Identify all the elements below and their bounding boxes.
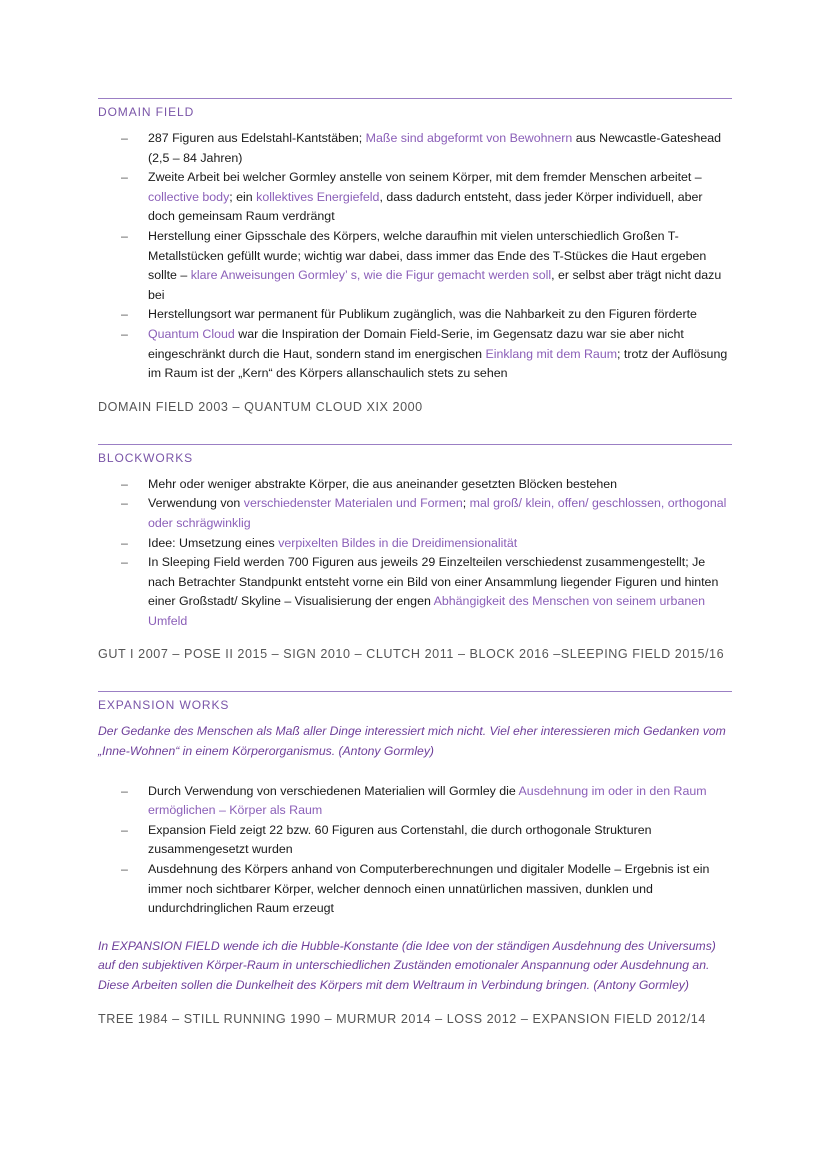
document-page (98, 98, 732, 1026)
highlighted-text: Ausdehnung im oder in den Raum ermöglichen – Körper als Raum (148, 783, 707, 818)
highlighted-text: Quantum Cloud (148, 326, 235, 341)
body-text: ; trotz der Auflösung im Raum ist der „Kern“ des Körpers allanschaulich stets zu sehen (148, 346, 728, 381)
highlighted-text: verschiedenster Materialen und Formen (243, 496, 463, 511)
bullet-list (98, 475, 732, 632)
dash-bullet-icon: – (121, 228, 128, 243)
highlighted-text: Maße sind abgeformt von Bewohnern (365, 131, 573, 145)
list-item (121, 305, 732, 325)
highlighted-text: verpixelten Bildes in die Dreidimensionalität (278, 535, 518, 550)
section-header: EXPANSION WORKS (98, 691, 732, 712)
dash-bullet-icon: – (121, 326, 128, 341)
dash-bullet-icon: – (121, 535, 128, 550)
body-text: aus Newcastle-Gateshead (2,5 – 84 Jahren) (148, 131, 722, 165)
list-item (121, 129, 732, 168)
artist-quote: Der Gedanke des Menschen als Maß aller Dinge interessiert mich nicht. Viel eher interessieren mich Gedanken vom „Inne-Wohnen“ in einem Körperorganismus. (Antony Gormley) (98, 724, 726, 759)
bullet-list (98, 129, 732, 384)
highlighted-text: mal groß/ klein, offen/ geschlossen, orthogonal oder schrägwinklig (148, 496, 727, 530)
body-text: 287 Figuren aus Edelstahl-Kantstäben; (148, 131, 366, 145)
list-item (121, 860, 732, 919)
bullet-list (98, 782, 732, 919)
dash-bullet-icon: – (121, 307, 128, 322)
body-text: war die Inspiration der Domain Field-Serie, im Gegensatz dazu war sie aber nicht eingeschränkt durch die Haut, sondern stand im energischen (148, 326, 684, 361)
body-text: Herstellungsort war permanent für Publikum zugänglich, was die Nahbarkeit zu den Figuren förderte (148, 307, 697, 322)
dash-bullet-icon: – (121, 862, 128, 877)
body-text: , dass dadurch entsteht, dass jeder Körper individuell, aber doch gemeinsam Raum verdrängt (148, 189, 703, 224)
dash-bullet-icon: – (121, 476, 128, 491)
body-text: ; (462, 496, 470, 511)
works-caption: TREE 1984 – STILL RUNNING 1990 – MURMUR 2014 – LOSS 2012 – EXPANSION FIELD 2012/14 (98, 1011, 706, 1026)
body-text: Mehr oder weniger abstrakte Körper, die aus aneinander gesetzten Blöcken bestehen (148, 476, 618, 491)
dash-bullet-icon: – (121, 822, 128, 837)
section-header: BLOCKWORKS (98, 444, 732, 465)
body-text: Herstellung einer Gipsschale des Körpers, welche daraufhin mit vielen unterschiedlich Großen T-Metallstücken gefüllt wurde; wichtig war dabei, dass immer das Ende des T-Stückes die Haut ergeben sollte – (148, 228, 707, 283)
highlighted-text: klare Anweisungen Gormley’ s, wie die Figur gemacht werden soll (190, 268, 552, 283)
body-text: Zweite Arbeit bei welcher Gormley anstelle von seinem Körper, mit dem fremder Menschen arbeitet – (148, 170, 702, 185)
list-item (121, 168, 732, 227)
dash-bullet-icon: – (121, 131, 128, 145)
body-text: Idee: Umsetzung eines (148, 535, 279, 550)
section-expansion-works (98, 691, 732, 1025)
body-text: Expansion Field zeigt 22 bzw. 60 Figuren aus Cortenstahl, die durch orthogonale Strukturen zusammengesetzt wurden (148, 822, 652, 857)
list-item (121, 227, 732, 305)
highlighted-text: collective body (148, 189, 230, 204)
list-item (121, 534, 732, 554)
body-text: ; ein (229, 189, 257, 204)
artist-quote: In EXPANSION FIELD wende ich die Hubble-Konstante (die Idee von der ständigen Ausdehnung des Universums) auf den subjektiven Körper-Raum in unterschiedlichen Zuständen emotionaler Anspannung oder Ausdehnung an. Diese Arbeiten sollen die Dunkelheit des Körpers mit dem Weltraum in Verbindung bringen. (Antony Gormley) (98, 938, 716, 992)
section-header: DOMAIN FIELD (98, 98, 732, 119)
highlighted-text: Abhängigkeit des Menschen von seinem urbanen Umfeld (148, 594, 706, 628)
body-text: In Sleeping Field werden 700 Figuren aus jeweils 29 Einzelteilen verschiedenst zusammengestellt; Je nach Betrachter Standpunkt entsteht vorne ein Bild von einer Ansammlung liegender Figuren und hinten einer Großstadt/ Skyline – Visualisierung der engen (148, 555, 719, 609)
body-text: Ausdehnung des Körpers anhand von Computerberechnungen und digitaler Modelle – Ergebnis ist ein immer noch sichtbarer Körper, welcher dennoch einen unnatürlichen massiven, dunklen und undurchdringlichen Raum erzeugt (148, 862, 710, 916)
dash-bullet-icon: – (121, 555, 128, 570)
list-item (121, 325, 732, 384)
list-item (121, 821, 732, 860)
list-item (121, 494, 732, 533)
list-item (121, 553, 732, 631)
highlighted-text: kollektives Energiefeld (256, 189, 380, 204)
section-domain-field (98, 98, 732, 414)
dash-bullet-icon: – (121, 496, 128, 511)
list-item (121, 782, 732, 821)
list-item (121, 475, 732, 495)
dash-bullet-icon: – (121, 170, 128, 185)
dash-bullet-icon: – (121, 783, 128, 798)
works-caption: GUT I 2007 – POSE II 2015 – SIGN 2010 – CLUTCH 2011 – BLOCK 2016 –SLEEPING FIELD 2015/16 (98, 647, 725, 662)
body-text: Durch Verwendung von verschiedenen Materialien will Gormley die (148, 783, 519, 798)
section-blockworks (98, 444, 732, 662)
works-caption: DOMAIN FIELD 2003 – QUANTUM CLOUD XIX 2000 (98, 399, 423, 414)
body-text: Verwendung von (148, 496, 244, 511)
highlighted-text: Einklang mit dem Raum (485, 346, 618, 361)
body-text: , er selbst aber trägt nicht dazu bei (148, 268, 722, 302)
